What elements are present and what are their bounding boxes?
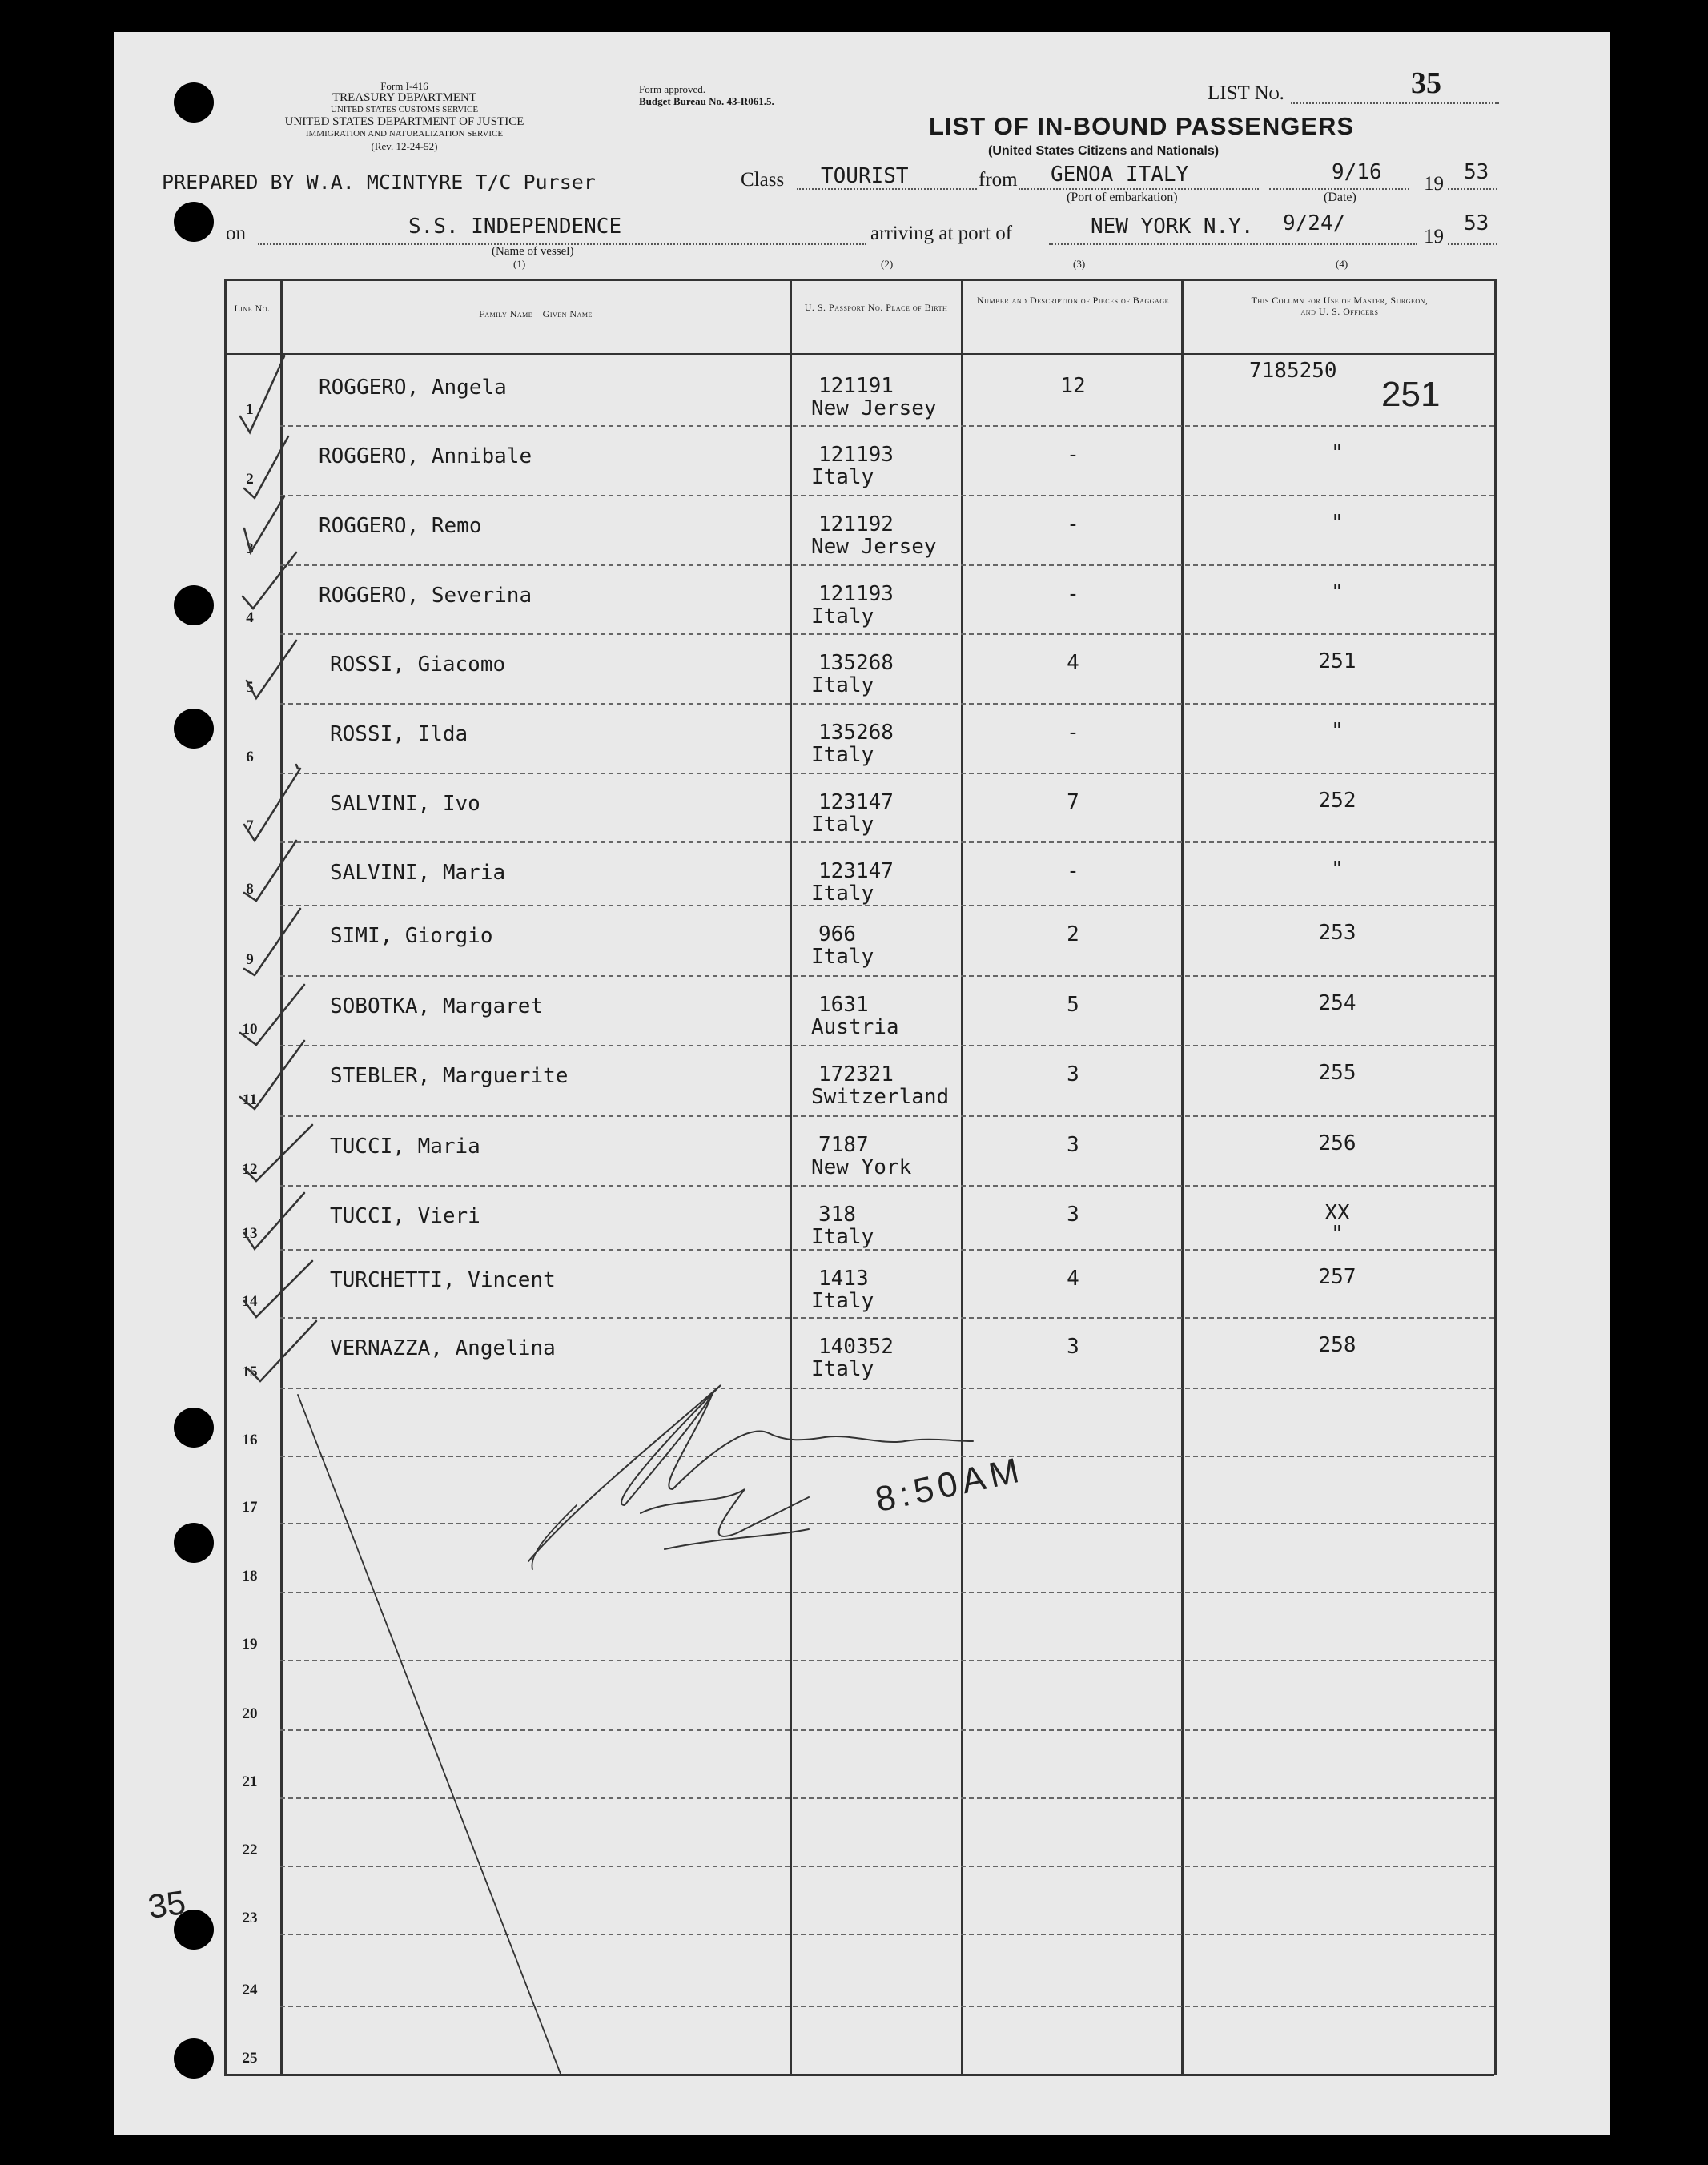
- officer-entry: 258: [1318, 1333, 1356, 1357]
- col-header-baggage: Number and Description of Pieces of Baggage: [977, 295, 1169, 306]
- line-number: 12: [242, 1161, 258, 1178]
- arriving-label: arriving at port of: [870, 223, 1013, 244]
- officer-entry: ": [1331, 580, 1344, 605]
- passport-number: 121192: [818, 512, 894, 536]
- col-marker-1: (1): [513, 258, 526, 270]
- place-of-birth: Italy: [811, 1289, 874, 1313]
- budget-bureau: Budget Bureau No. 43-R061.5.: [639, 95, 774, 107]
- line-number: 19: [242, 1636, 258, 1653]
- passenger-name: ROSSI, Giacomo: [330, 653, 506, 677]
- form-number: Form I-416: [380, 80, 428, 92]
- from-label: from: [979, 169, 1018, 191]
- officer-entry: ": [1331, 511, 1344, 535]
- class-value: TOURIST: [821, 164, 909, 188]
- class-label: Class: [741, 169, 785, 191]
- passport-number: 140352: [818, 1335, 894, 1359]
- baggage-count: -: [1067, 512, 1079, 536]
- place-of-birth: New Jersey: [811, 396, 937, 420]
- place-of-birth: Italy: [811, 1225, 874, 1249]
- place-of-birth: Italy: [811, 673, 874, 697]
- passenger-name: ROSSI, Ilda: [330, 722, 468, 746]
- stamp-time: 8:50AM: [871, 1450, 1027, 1520]
- passenger-name: ROGGERO, Angela: [319, 376, 507, 400]
- margin-number: 35: [145, 1882, 188, 1926]
- arrival-year: 53: [1464, 211, 1489, 235]
- passport-number: 123147: [818, 859, 894, 883]
- page-title: LIST OF IN-BOUND PASSENGERS: [929, 112, 1355, 140]
- baggage-count: -: [1067, 582, 1079, 606]
- check-mark: [243, 552, 296, 609]
- passport-number: 1413: [818, 1267, 869, 1291]
- line-number: 21: [242, 1773, 258, 1790]
- signature-flourish: [532, 1505, 577, 1569]
- passenger-name: SOBOTKA, Margaret: [330, 994, 544, 1018]
- place-of-birth: New York: [811, 1155, 912, 1179]
- passenger-name: SALVINI, Maria: [330, 861, 506, 885]
- baggage-count: 5: [1067, 993, 1079, 1017]
- baggage-count: 2: [1067, 922, 1079, 946]
- passport-number: 966: [818, 922, 856, 946]
- line-number: 8: [246, 881, 254, 898]
- passport-number: 123147: [818, 790, 894, 814]
- check-mark: [244, 1125, 312, 1181]
- line-number: 17: [242, 1499, 258, 1516]
- treasury-dept: TREASURY DEPARTMENT: [332, 91, 477, 104]
- passport-number: 121193: [818, 443, 894, 467]
- embark-date: 9/16: [1332, 160, 1382, 184]
- baggage-count: 4: [1067, 1267, 1079, 1291]
- line-number: 25: [242, 2050, 258, 2067]
- embark-caption: (Port of embarkation): [1067, 191, 1178, 204]
- passenger-name: TUCCI, Maria: [330, 1135, 480, 1159]
- line-number: 16: [242, 1432, 258, 1448]
- baggage-count: 3: [1067, 1062, 1079, 1087]
- line-number: 3: [246, 540, 254, 557]
- place-of-birth: Italy: [811, 465, 874, 489]
- officer-entry: 254: [1318, 991, 1356, 1015]
- passenger-name: ROGGERO, Annibale: [319, 444, 532, 468]
- baggage-count: 3: [1067, 1335, 1079, 1359]
- officer-entry: 255: [1318, 1061, 1356, 1085]
- year-prefix-2: 19: [1424, 226, 1444, 247]
- baggage-count: 4: [1067, 651, 1079, 675]
- handwritten-number: 251: [1381, 375, 1441, 414]
- place-of-birth: Italy: [811, 743, 874, 767]
- baggage-count: 12: [1060, 374, 1086, 398]
- check-mark: [244, 436, 288, 498]
- line-number: 6: [246, 749, 254, 765]
- passenger-name: ROGGERO, Remo: [319, 514, 482, 538]
- col-header-passport: U. S. Passport No. Place of Birth: [804, 302, 948, 313]
- check-mark: [247, 641, 296, 698]
- passenger-name: TUCCI, Vieri: [330, 1204, 480, 1228]
- line-number: 22: [242, 1842, 258, 1858]
- officer-entry: 7185250: [1249, 359, 1337, 383]
- line-number: 2: [246, 471, 254, 488]
- line-number: 18: [242, 1568, 258, 1585]
- passport-number: 1631: [818, 993, 869, 1017]
- baggage-count: 3: [1067, 1133, 1079, 1157]
- ins-service: IMMIGRATION AND NATURALIZATION SERVICE: [305, 129, 504, 139]
- line-number: 13: [242, 1225, 258, 1242]
- check-mark: [244, 909, 300, 975]
- place-of-birth: Italy: [811, 882, 874, 906]
- list-number: 35: [1411, 66, 1441, 100]
- customs-service: UNITED STATES CUSTOMS SERVICE: [330, 105, 479, 114]
- place-of-birth: Italy: [811, 945, 874, 969]
- place-of-birth: Italy: [811, 605, 874, 629]
- officer-entry: 257: [1318, 1265, 1356, 1289]
- passenger-name: SIMI, Giorgio: [330, 924, 493, 948]
- col-header-name: Family Name—Given Name: [479, 308, 593, 319]
- baggage-count: -: [1067, 443, 1079, 467]
- passenger-name: TURCHETTI, Vincent: [330, 1268, 556, 1292]
- place-of-birth: Switzerland: [811, 1085, 950, 1109]
- check-mark: [240, 1041, 304, 1109]
- line-number: 5: [246, 679, 254, 696]
- passport-number: 121193: [818, 582, 894, 606]
- vessel-name: S.S. INDEPENDENCE: [408, 215, 622, 239]
- officer-entry: ": [1331, 858, 1344, 882]
- passenger-name: SALVINI, Ivo: [330, 792, 480, 816]
- passport-number: 318: [818, 1203, 856, 1227]
- col-marker-4: (4): [1336, 258, 1348, 270]
- officer-entry: 251: [1318, 649, 1356, 673]
- line-number: 14: [242, 1293, 258, 1310]
- line-number: 24: [242, 1982, 258, 1998]
- line-number: 11: [243, 1091, 257, 1108]
- year-prefix: 19: [1424, 173, 1444, 195]
- passport-number: 121191: [818, 374, 894, 398]
- place-of-birth: Italy: [811, 1357, 874, 1381]
- line-number: 20: [242, 1705, 258, 1722]
- check-mark: [296, 765, 298, 769]
- line-number: 1: [246, 401, 254, 418]
- port-of-embarkation: GENOA ITALY: [1051, 163, 1189, 187]
- officer-entry: ": [1331, 719, 1344, 743]
- prepared-by: PREPARED BY W.A. MCINTYRE T/C Purser: [162, 171, 596, 194]
- check-mark: [248, 1321, 316, 1381]
- signature-initials: [641, 1489, 809, 1549]
- baggage-count: -: [1067, 859, 1079, 883]
- passport-number: 172321: [818, 1062, 894, 1087]
- baggage-count: -: [1067, 721, 1079, 745]
- passenger-name: ROGGERO, Severina: [319, 584, 532, 608]
- col-header-line: Line No.: [234, 303, 271, 314]
- date-caption: (Date): [1324, 191, 1356, 204]
- justice-dept: UNITED STATES DEPARTMENT OF JUSTICE: [284, 115, 524, 128]
- col-header-officers: This Column for Use of Master, Surgeon, and U. S. Officers: [1251, 295, 1429, 317]
- line-number: 9: [246, 951, 254, 968]
- check-mark: [240, 356, 284, 432]
- col-marker-3: (3): [1073, 258, 1086, 270]
- passenger-name: STEBLER, Marguerite: [330, 1064, 569, 1088]
- col-marker-2: (2): [881, 258, 894, 270]
- line-number: 15: [242, 1364, 258, 1380]
- line-number: 10: [242, 1021, 258, 1038]
- officer-entry: 256: [1318, 1131, 1356, 1155]
- check-mark: [244, 496, 284, 552]
- passport-number: 135268: [818, 651, 894, 675]
- officer-entry: XX ": [1324, 1201, 1350, 1246]
- passenger-name: VERNAZZA, Angelina: [330, 1336, 556, 1360]
- form-approved: Form approved.: [639, 83, 706, 95]
- line-number: 7: [246, 817, 254, 834]
- check-mark: [244, 1261, 312, 1317]
- check-mark: [244, 769, 300, 841]
- officer-entry: ": [1331, 441, 1344, 465]
- check-mark: [244, 1193, 304, 1249]
- officer-entry: 253: [1318, 921, 1356, 945]
- vessel-caption: (Name of vessel): [492, 245, 574, 258]
- diagonal-cancel-line: [298, 1395, 561, 2074]
- revision-date: (Rev. 12-24-52): [371, 140, 438, 152]
- place-of-birth: Austria: [811, 1015, 899, 1039]
- line-number: 23: [242, 1910, 258, 1926]
- on-label: on: [226, 223, 246, 244]
- baggage-count: 7: [1067, 790, 1079, 814]
- list-no-label: LIST No.: [1208, 82, 1284, 104]
- officer-entry: 252: [1318, 789, 1356, 813]
- baggage-count: 3: [1067, 1203, 1079, 1227]
- check-mark: [240, 985, 304, 1045]
- line-number: 4: [246, 609, 254, 626]
- place-of-birth: Italy: [811, 813, 874, 837]
- passport-number: 135268: [818, 721, 894, 745]
- place-of-birth: New Jersey: [811, 535, 937, 559]
- arrival-date: 9/24/: [1283, 211, 1346, 235]
- passport-number: 7187: [818, 1133, 869, 1157]
- check-mark: [244, 841, 296, 901]
- embark-year: 53: [1464, 160, 1489, 184]
- page-subtitle: (United States Citizens and Nationals): [988, 144, 1220, 158]
- port-of-arrival: NEW YORK N.Y.: [1091, 215, 1254, 239]
